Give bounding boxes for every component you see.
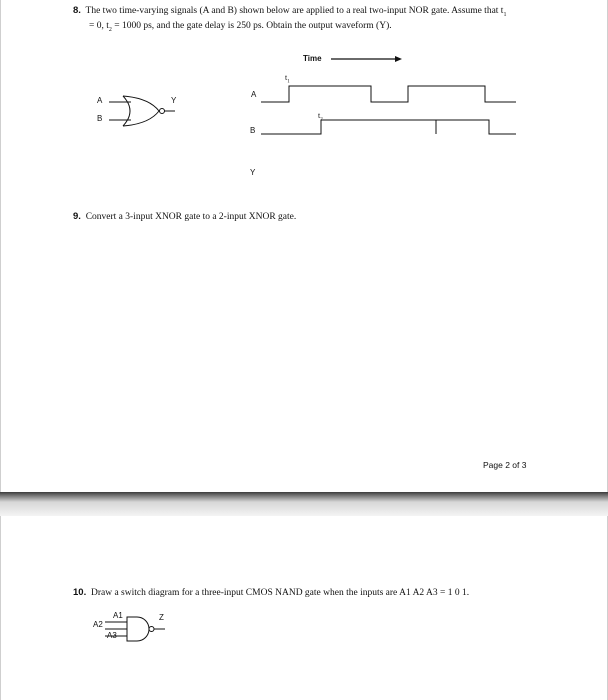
question-8 — [73, 5, 598, 36]
input-a2-label: A2 — [93, 620, 103, 629]
time-arrow — [327, 53, 407, 65]
t2-label: $t_2$ — [318, 111, 323, 123]
question-9 — [73, 211, 593, 223]
document-page-2 — [0, 516, 608, 700]
gate-input-a-label: A — [97, 96, 103, 105]
time-label: Time — [303, 54, 322, 63]
question-8-t2-sub: 2 — [108, 26, 112, 33]
page-separator — [0, 492, 608, 516]
nor-gate-symbol — [109, 94, 189, 134]
question-10-number: 10. — [73, 587, 87, 598]
output-z-label: Z — [159, 613, 164, 622]
waveform-b — [261, 120, 436, 134]
question-8-t1-sub: 1 — [503, 11, 507, 18]
question-8-line1: The two time-varying signals (A and B) shown below are applied to a real two-input NOR gate. Assume that t — [85, 6, 504, 16]
page-footer: Page 2 of 3 — [483, 460, 527, 470]
nand-gate-symbol — [105, 614, 195, 654]
t1-label: $t_1$ — [285, 73, 290, 85]
question-9-text: Convert a 3-input XNOR gate to a 2-input XNOR gate. — [85, 212, 297, 222]
question-9-number: 9. — [73, 211, 81, 222]
waveform-y-label: Y — [250, 168, 256, 177]
gate-input-b-label: B — [97, 114, 103, 123]
input-a3-label: A3 — [107, 631, 117, 640]
signal-waveforms — [261, 80, 521, 140]
waveform-a — [261, 86, 516, 102]
question-8-line2b: = 1000 ps, and the gate delay is 250 ps. Obtain the output waveform (Y). — [111, 20, 392, 31]
gate-output-y-label: Y — [171, 96, 177, 105]
waveform-a-label: A — [251, 90, 257, 99]
input-a1-label: A1 — [113, 611, 123, 620]
question-10-text: Draw a switch diagram for a three-input CMOS NAND gate when the inputs are A1 A2 A3 = 1 0 1. — [90, 588, 470, 598]
waveform-b-label: B — [250, 126, 256, 135]
question-8-line2a: = 0, t — [89, 20, 109, 31]
question-8-number: 8. — [73, 5, 81, 16]
waveform-b-second-pulse — [436, 120, 516, 134]
question-10 — [73, 587, 598, 599]
